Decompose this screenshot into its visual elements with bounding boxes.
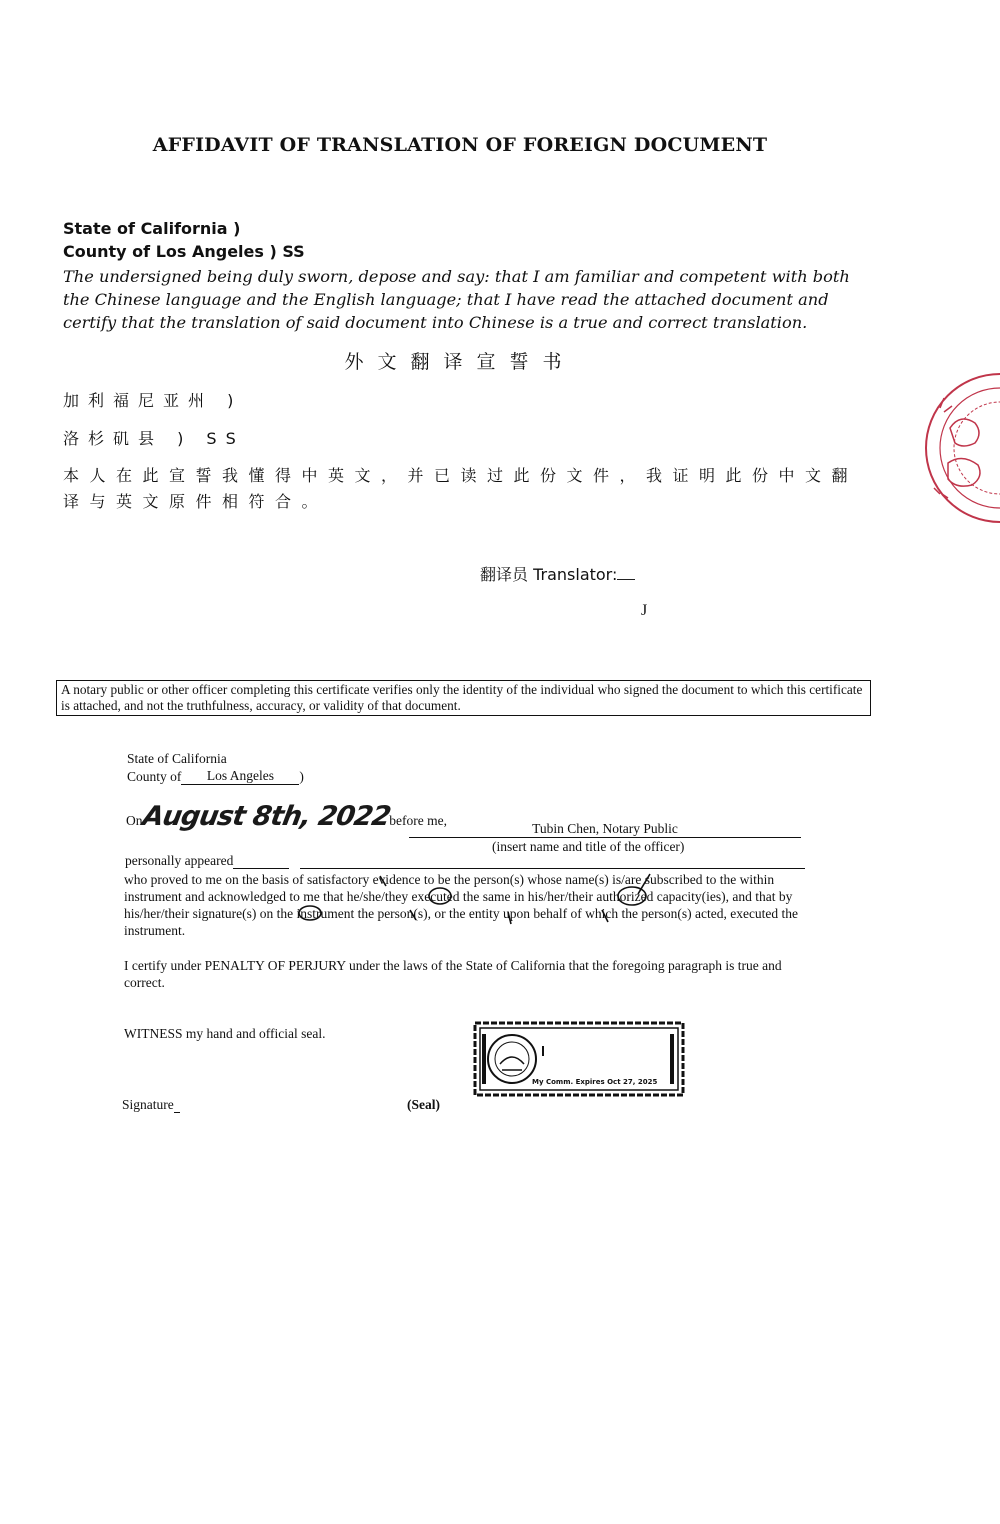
translator-label: 翻译员 Translator: <box>480 565 618 584</box>
ack-body-paragraph: who proved to me on the basis of satisfactory evidence to be the person(s) whose name(s) is/are subscribed to the within instrument and acknowledged to me that he/she/they executed the same in his/her/their authorized capacity(ies), and that by his/her/their signature(s) on the instrument the person(s), or the entity upon behalf of which the person(s) acted, executed the instrument. <box>124 872 799 938</box>
chinese-venue-county: 洛杉矶县 ) SS <box>63 429 245 448</box>
stamp-expiration: My Comm. Expires Oct 27, 2025 <box>532 1078 658 1086</box>
handwritten-marks <box>280 870 680 940</box>
venue-state: State of California ) <box>63 219 241 238</box>
ack-county-value: Los Angeles <box>181 767 299 785</box>
handwritten-date: August 8th, 2022 <box>139 801 392 832</box>
ack-county-prefix: County of <box>127 769 182 784</box>
ack-before-me: before me, <box>389 813 447 828</box>
chinese-title: 外文翻译宣誓书 <box>344 351 576 373</box>
translator-line <box>480 562 635 585</box>
ack-on-prefix: On <box>126 813 143 828</box>
ack-officer-hint: (insert name and title of the officer) <box>492 839 685 854</box>
state-seal-red <box>920 368 1000 528</box>
ack-perjury-paragraph: I certify under PENALTY OF PERJURY under the laws of the State of California that the foregoing paragraph is true and correct. <box>124 958 782 990</box>
notary-stamp <box>472 1020 686 1098</box>
ack-signature-blank <box>174 1112 180 1113</box>
notary-notice-box: A notary public or other officer completing this certificate verifies only the identity of the individual who signed the document to which this certificate is attached, and not the truthfulness, accuracy, or validity of that document. <box>56 680 871 716</box>
venue-county: County of Los Angeles ) SS <box>63 242 305 261</box>
ack-seal-label: (Seal) <box>407 1097 440 1112</box>
ack-state: State of California <box>127 751 227 766</box>
translator-signature-blank <box>617 565 635 580</box>
ack-officer-name: Tubin Chen, Notary Public <box>409 820 801 838</box>
ack-county-suffix: ) <box>299 769 304 784</box>
ack-signature-label: Signature <box>122 1097 174 1112</box>
ack-appeared-blank <box>233 868 289 869</box>
ack-personally-appeared <box>125 852 289 869</box>
document-title: AFFIDAVIT OF TRANSLATION OF FOREIGN DOCUMENT <box>152 134 768 156</box>
chinese-venue-state: 加利福尼亚州 ) <box>63 391 243 410</box>
ack-signature-line <box>122 1096 180 1113</box>
ack-witness: WITNESS my hand and official seal. <box>124 1026 326 1041</box>
chinese-oath-statement: 本人在此宣誓我懂得中英文，并已读过此份文件，我证明此份中文翻译与英文原件相符合。 <box>63 466 859 511</box>
ack-appeared-line <box>300 868 805 869</box>
ack-county-line <box>127 767 304 785</box>
oath-statement: The undersigned being duly sworn, depose and say: that I am familiar and competent with both the Chinese language and the English language; that I have read the attached document and certify that the translation of said document into Chinese is a true and correct translation. <box>63 267 850 332</box>
ack-personally-label: personally appeared <box>125 853 234 868</box>
translator-initial: J <box>641 602 648 619</box>
